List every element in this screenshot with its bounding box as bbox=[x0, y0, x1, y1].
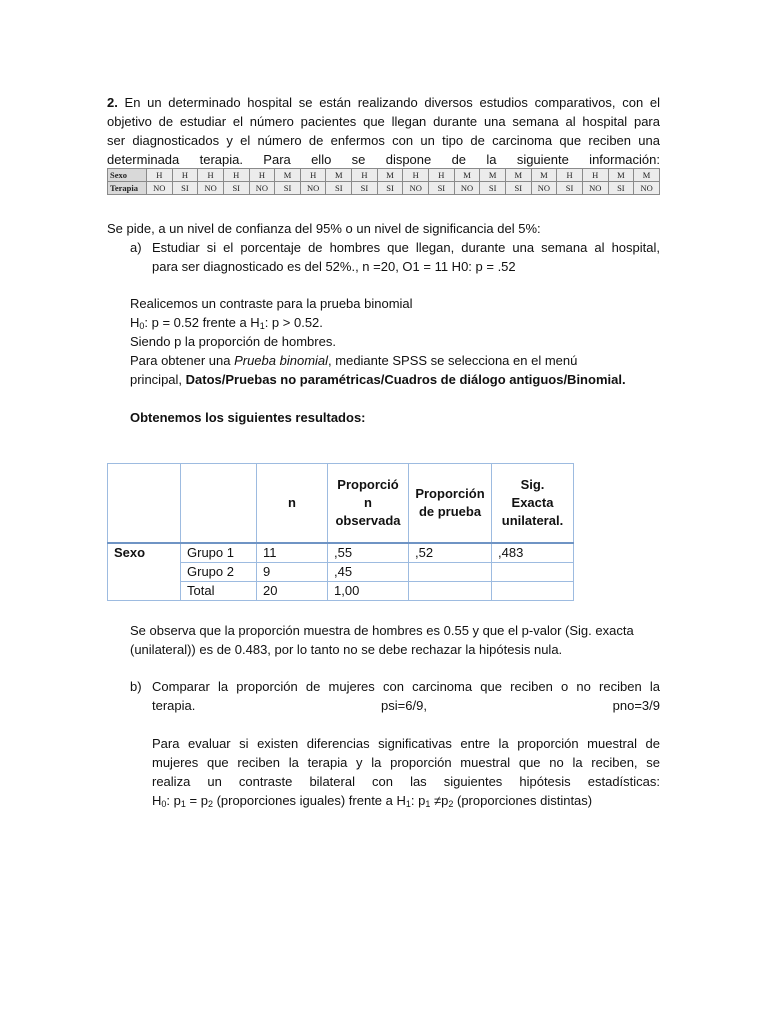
header-cell-1 bbox=[181, 464, 257, 544]
header-cell-0 bbox=[108, 464, 181, 544]
table-cell: 1,00 bbox=[328, 582, 409, 601]
h0-symbol-b: H bbox=[152, 793, 162, 808]
header-cell-observed: Proporció n observada bbox=[328, 464, 409, 544]
psi-value: psi=6/9, bbox=[381, 698, 427, 713]
terapia-cell: SI bbox=[223, 182, 249, 195]
h-text-b: = p bbox=[185, 793, 208, 808]
conclusion bbox=[130, 621, 670, 659]
sexo-row bbox=[108, 169, 660, 182]
intro-paragraph bbox=[107, 93, 660, 169]
header-cell-n: n bbox=[257, 464, 328, 544]
table-cell: ,483 bbox=[492, 543, 574, 563]
h-text-d: : p bbox=[410, 793, 426, 808]
terapia-cell: SI bbox=[480, 182, 506, 195]
line4-italic: Prueba binomial bbox=[234, 353, 329, 368]
sexo-cell: M bbox=[608, 169, 634, 182]
sexo-cell: M bbox=[531, 169, 557, 182]
item-b-marker: b) bbox=[130, 679, 142, 694]
h-text-e: ≠p bbox=[430, 793, 449, 808]
question-number: 2. bbox=[107, 95, 118, 110]
conclusion-line-2: (unilateral)) es de 0.483, por lo tanto no se debe rechazar la hipótesis nula. bbox=[130, 642, 563, 657]
table-cell bbox=[492, 563, 574, 582]
hypothesis-line bbox=[130, 313, 670, 332]
data-strip-table bbox=[107, 168, 660, 195]
h1-subscript: 1 bbox=[259, 321, 265, 331]
sub-1: 1 bbox=[180, 799, 186, 809]
sexo-cell: H bbox=[582, 169, 608, 182]
table-cell: 11 bbox=[257, 543, 328, 563]
task-prompt: Se pide, a un nivel de confianza del 95% o un nivel de significancia del 5%: bbox=[107, 221, 541, 236]
intro-line-2: objetivo de estudiar el número pacientes que llegan durante una semana al hospital para bbox=[107, 114, 660, 129]
sub-3: 1 bbox=[405, 799, 411, 809]
item-b-text bbox=[152, 677, 660, 810]
table-cell: Grupo 1 bbox=[181, 543, 257, 563]
table-cell: 20 bbox=[257, 582, 328, 601]
table-cell: ,55 bbox=[328, 543, 409, 563]
conclusion-line-1: Se observa que la proporción muestra de hombres es 0.55 y que el p-valor (Sig. exacta bbox=[130, 623, 634, 638]
sub-4: 1 bbox=[425, 799, 431, 809]
results-header-row bbox=[108, 464, 574, 544]
table-cell: Total bbox=[181, 582, 257, 601]
item-b-para-2: mujeres que reciben la terapia y la proporción muestral que no la reciben, se bbox=[152, 755, 660, 770]
terapia-cell: SI bbox=[557, 182, 583, 195]
table-cell: ,52 bbox=[409, 543, 492, 563]
intro-line-4: determinada terapia. Para ello se dispone de la siguiente información: bbox=[107, 152, 660, 167]
terapia-cell: NO bbox=[582, 182, 608, 195]
terapia-word: terapia. bbox=[152, 698, 196, 713]
binomial-line-4 bbox=[130, 351, 670, 370]
h0-text: : p = 0.52 frente a H bbox=[144, 315, 260, 330]
terapia-cell: NO bbox=[531, 182, 557, 195]
terapia-cell: NO bbox=[198, 182, 224, 195]
terapia-row-label: Terapia bbox=[108, 182, 147, 195]
results-table bbox=[107, 463, 574, 601]
h-text-f: (proporciones distintas) bbox=[453, 793, 593, 808]
terapia-row bbox=[108, 182, 660, 195]
binomial-line-3: Siendo p la proporción de hombres. bbox=[130, 334, 336, 349]
terapia-cell: SI bbox=[326, 182, 352, 195]
line4-post: , mediante SPSS se selecciona en el menú bbox=[328, 353, 578, 368]
sexo-cell: H bbox=[172, 169, 198, 182]
sexo-cell: M bbox=[326, 169, 352, 182]
intro-line-1: En un determinado hospital se están realizando diversos estudios comparativos, con el bbox=[124, 95, 660, 110]
sexo-cell: H bbox=[352, 169, 378, 182]
sexo-cell: M bbox=[454, 169, 480, 182]
sexo-cell: H bbox=[198, 169, 224, 182]
header-cell-test: Proporción de prueba bbox=[409, 464, 492, 544]
binomial-block bbox=[130, 294, 670, 389]
terapia-cell: NO bbox=[300, 182, 326, 195]
item-a-line-2: para ser diagnosticado es del 52%., n =20, O1 = 11 H0: p = .52 bbox=[152, 259, 516, 274]
binomial-line-5 bbox=[130, 370, 670, 389]
binomial-line-1: Realicemos un contraste para la prueba binomial bbox=[130, 296, 413, 311]
sexo-cell: H bbox=[557, 169, 583, 182]
table-cell: Grupo 2 bbox=[181, 563, 257, 582]
line5-pre: principal, bbox=[130, 372, 186, 387]
sexo-cell: H bbox=[147, 169, 173, 182]
sexo-cell: M bbox=[377, 169, 403, 182]
item-a-marker: a) bbox=[130, 240, 142, 255]
sexo-cell: H bbox=[300, 169, 326, 182]
item-a-line-1: Estudiar si el porcentaje de hombres que llegan, durante una semana al hospital, bbox=[152, 240, 660, 255]
terapia-cell: SI bbox=[429, 182, 455, 195]
spss-menu-path: Datos/Pruebas no paramétricas/Cuadros de diálogo antiguos/Binomial. bbox=[185, 372, 626, 387]
h0-subscript: 0 bbox=[139, 321, 145, 331]
sexo-cell: M bbox=[505, 169, 531, 182]
item-b-para-3: realiza un contraste bilateral con las siguientes hipótesis estadísticas: bbox=[152, 774, 660, 789]
terapia-cell: SI bbox=[505, 182, 531, 195]
item-b-line-2 bbox=[152, 696, 660, 715]
terapia-cell: NO bbox=[403, 182, 429, 195]
table-cell: 9 bbox=[257, 563, 328, 582]
item-b-line-1: Comparar la proporción de mujeres con carcinoma que reciben o no reciben la bbox=[152, 679, 660, 694]
sexo-row-label: Sexo bbox=[108, 169, 147, 182]
h-text-a: : p bbox=[166, 793, 181, 808]
sexo-cell: M bbox=[480, 169, 506, 182]
pno-value: pno=3/9 bbox=[612, 698, 660, 713]
terapia-cell: SI bbox=[608, 182, 634, 195]
header-cell-sig: Sig. Exacta unilateral. bbox=[492, 464, 574, 544]
sexo-cell: H bbox=[249, 169, 275, 182]
results-heading bbox=[130, 408, 366, 427]
table-cell: ,45 bbox=[328, 563, 409, 582]
terapia-cell: NO bbox=[634, 182, 660, 195]
table-cell bbox=[409, 582, 492, 601]
sexo-cell: H bbox=[223, 169, 249, 182]
item-b-para-1: Para evaluar si existen diferencias significativas entre la proporción muestral de bbox=[152, 736, 660, 751]
sexo-cell: H bbox=[403, 169, 429, 182]
line4-pre: Para obtener una bbox=[130, 353, 235, 368]
row-group-label: Sexo bbox=[108, 543, 181, 601]
table-row bbox=[108, 543, 574, 563]
sexo-cell: M bbox=[275, 169, 301, 182]
terapia-cell: NO bbox=[249, 182, 275, 195]
sub-2: 2 bbox=[207, 799, 213, 809]
intro-line-3: ser diagnosticados y el número de enfermos con un tipo de carcinoma que reciben una bbox=[107, 133, 660, 148]
item-a-text bbox=[152, 238, 660, 276]
terapia-cell: SI bbox=[352, 182, 378, 195]
sub-5: 2 bbox=[448, 799, 454, 809]
h-text-c: (proporciones iguales) frente a H bbox=[212, 793, 406, 808]
sexo-cell: H bbox=[429, 169, 455, 182]
terapia-cell: SI bbox=[377, 182, 403, 195]
terapia-cell: SI bbox=[172, 182, 198, 195]
terapia-cell: NO bbox=[454, 182, 480, 195]
table-cell bbox=[409, 563, 492, 582]
item-b-hypotheses bbox=[152, 791, 660, 810]
terapia-cell: SI bbox=[275, 182, 301, 195]
table-cell bbox=[492, 582, 574, 601]
h1-text: : p > 0.52. bbox=[264, 315, 323, 330]
h0-symbol: H bbox=[130, 315, 140, 330]
results-heading-text: Obtenemos los siguientes resultados: bbox=[130, 410, 366, 425]
sexo-cell: M bbox=[634, 169, 660, 182]
terapia-cell: NO bbox=[147, 182, 173, 195]
sub-0: 0 bbox=[161, 799, 167, 809]
